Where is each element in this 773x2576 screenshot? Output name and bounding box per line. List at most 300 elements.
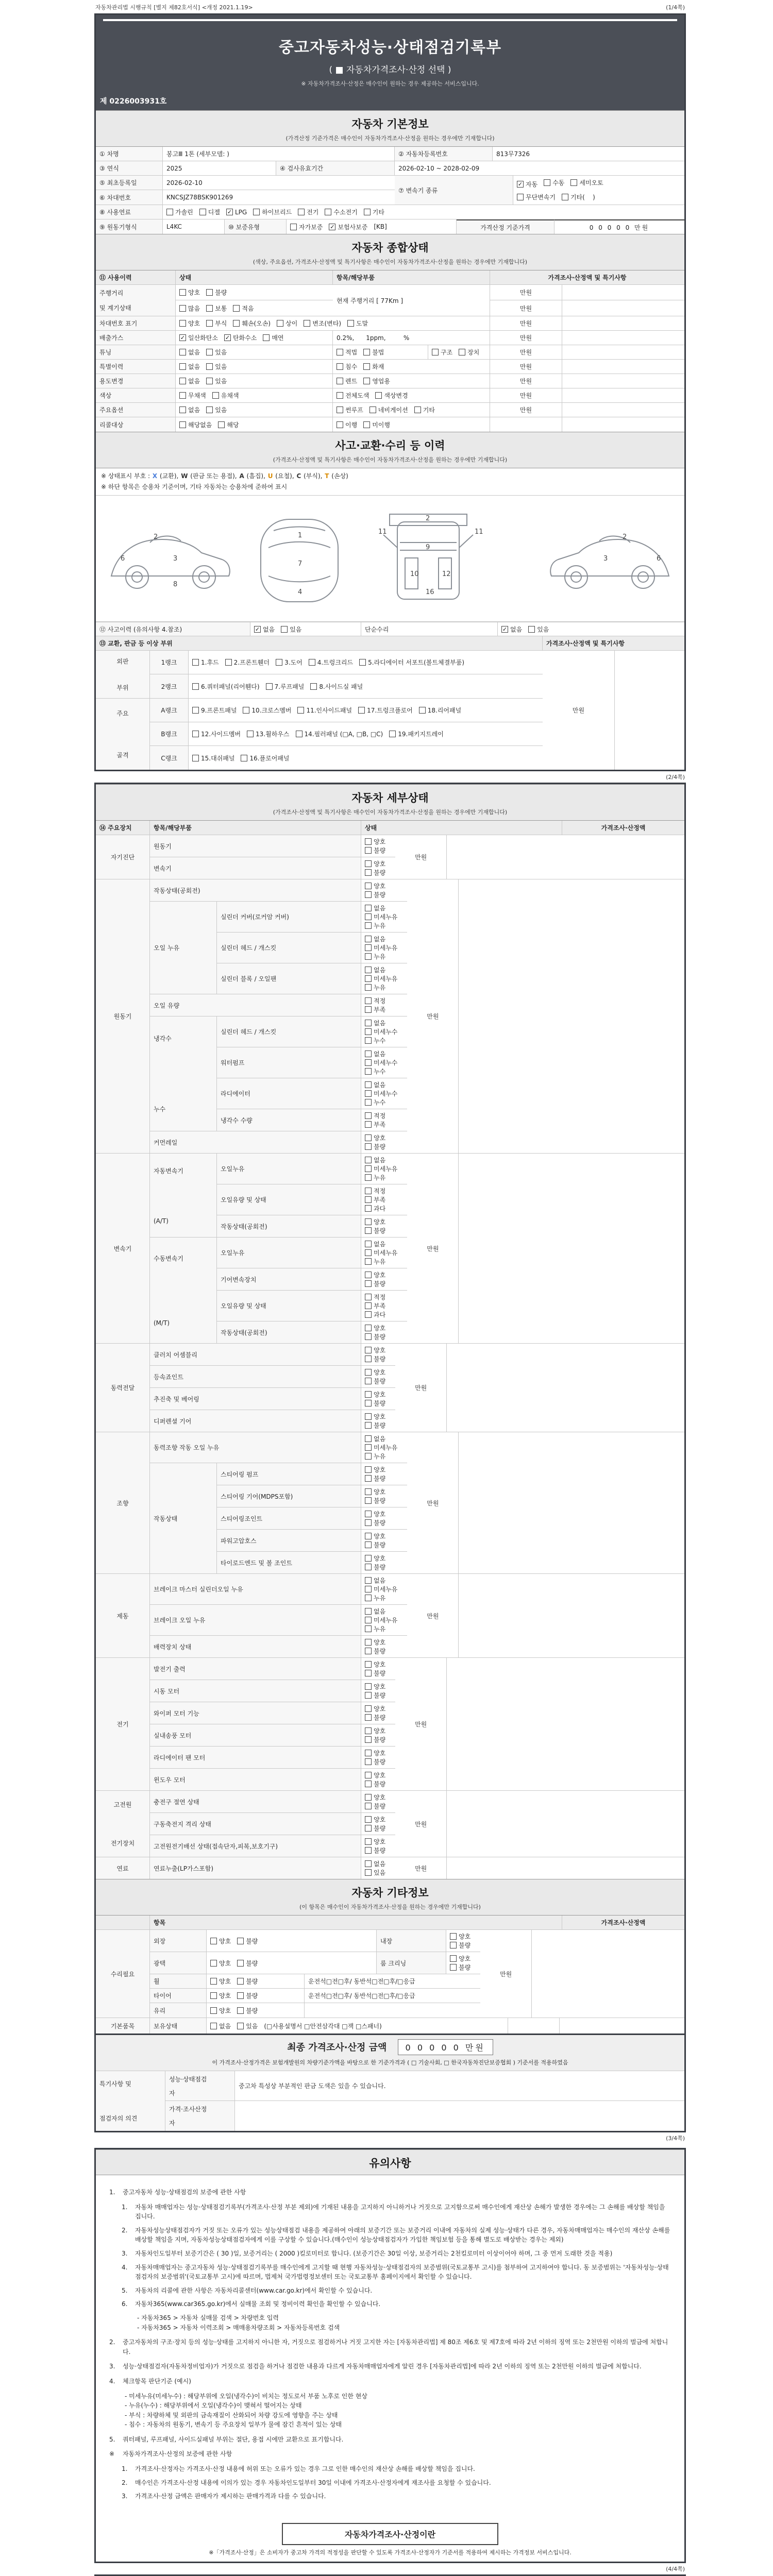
repair-타이어-checkbox-불량[interactable] [237, 1992, 244, 1999]
detail-실린더 블록 / 오일팬-checkbox-누유[interactable] [365, 984, 372, 991]
detail-시동 모터-checkbox-불량[interactable] [365, 1692, 372, 1699]
detail-오일누유-checkbox-없음[interactable] [365, 1157, 372, 1163]
detail-라디에이터-checkbox-없음[interactable] [365, 1081, 372, 1088]
frame-panel-checkbox-11.인사이드패널[interactable] [297, 707, 304, 714]
detail-클러치 어셈블리-label: 불량 [374, 1355, 386, 1363]
detail-오일유량 및 상태-checkbox-부족[interactable] [365, 1196, 372, 1203]
legend-desc-A: (흠집), [244, 472, 267, 480]
detail-group-label-4-text: 조향 [116, 1499, 129, 1507]
detail-실린더 블록 / 오일팬-label: 없음 [374, 967, 386, 974]
fuel-checkbox-LPG[interactable] [226, 209, 233, 215]
frame-panel-checkbox-19.패키지트레이[interactable] [389, 731, 396, 737]
detail-스티어링 펌프-checkbox-양호[interactable] [365, 1466, 372, 1473]
detail-구동축전지 격리 상태-label: 양호 [374, 1816, 386, 1823]
detail-스티어링조인트-checkbox-불량[interactable] [365, 1519, 372, 1526]
detail-충전구 절연 상태-checkbox-불량[interactable] [365, 1803, 372, 1809]
overall-item-색상-checkbox-색상변경[interactable] [375, 392, 382, 399]
exterior-panel-checkbox-6.쿼터패널(리어휀다)[interactable] [192, 683, 199, 690]
detail-실린더 헤드 / 개스킷-option [365, 1019, 385, 1027]
detail-group-label-8 [96, 1857, 150, 1879]
repair-휠-checkbox-불량[interactable] [237, 1978, 244, 1985]
detail-작동상태(공회전)-checkbox-양호[interactable] [365, 883, 372, 889]
detail-스티어링조인트-option [365, 1518, 385, 1527]
fuel-checkbox-가솔린[interactable] [166, 209, 173, 215]
overall-색상-checkbox-무채색[interactable] [179, 392, 186, 399]
mileage-state2-checkbox-적음[interactable] [233, 305, 240, 312]
overall-item-주요옵션-checkbox-네비게이션[interactable] [369, 406, 376, 413]
detail-배력장치 상태-checkbox-불량[interactable] [365, 1648, 372, 1654]
frame-panel-checkbox-14.필러패널 (□A, □B, □C)[interactable] [296, 731, 303, 737]
detail-실린더 헤드 / 개스킷-checkbox-미세누수[interactable] [365, 1028, 372, 1035]
detail-기어변속장치-checkbox-양호[interactable] [365, 1272, 372, 1278]
detail-원동기-option [365, 837, 385, 846]
detail-구동축전지 격리 상태-checkbox-양호[interactable] [365, 1816, 372, 1823]
detail-원동기-checkbox-불량[interactable] [365, 847, 372, 854]
detail-구동축전지 격리 상태-checkbox-불량[interactable] [365, 1825, 372, 1832]
overall-주요옵션-checkbox-있음[interactable] [206, 406, 213, 413]
overall-차대번호 표기-checkbox-훼손(오손)[interactable] [233, 320, 240, 327]
detail-동력조향 작동 오일 누유-checkbox-누유[interactable] [365, 1453, 372, 1460]
overall-note-4 [562, 374, 684, 388]
detail-오일누유-checkbox-미세누유[interactable] [365, 1165, 372, 1172]
detail-스티어링 기어(MDPS포함)-checkbox-불량[interactable] [365, 1497, 372, 1504]
repair-외장-checkbox-불량[interactable] [237, 1938, 244, 1944]
accident-history-option [254, 625, 275, 634]
accident-history-checkbox-있음[interactable] [281, 626, 288, 633]
transmission-checkbox-수동[interactable] [544, 179, 550, 186]
detail-라디에이터 팬 모터-checkbox-불량[interactable] [365, 1758, 372, 1765]
detail-추진축 및 베어링-checkbox-양호[interactable] [365, 1391, 372, 1398]
detail-파워고압호스-checkbox-불량[interactable] [365, 1541, 372, 1548]
detail-충전구 절연 상태-checkbox-양호[interactable] [365, 1794, 372, 1801]
detail-워터펌프-checkbox-누수[interactable] [365, 1068, 372, 1075]
panel-header-row [96, 636, 684, 651]
detail-윈도우 모터-checkbox-불량[interactable] [365, 1781, 372, 1787]
overall-item2-튜닝-checkbox-구조[interactable] [432, 349, 439, 355]
basic-items-checkbox-있음[interactable] [237, 2023, 244, 2029]
fuel-options [163, 205, 684, 219]
mileage-state1-checkbox-불량[interactable] [206, 289, 213, 296]
detail-배력장치 상태-checkbox-양호[interactable] [365, 1639, 372, 1646]
detail-실린더 헤드 / 개스킷-checkbox-없음[interactable] [365, 936, 372, 942]
frame-panel-checkbox-18.리어패널[interactable] [419, 707, 426, 714]
detail-row [217, 1109, 407, 1131]
frame-panel-checkbox-13.휠하우스[interactable] [247, 731, 254, 737]
detail-오일유량 및 상태-checkbox-적정[interactable] [365, 1188, 372, 1194]
detail-오일 유량-checkbox-부족[interactable] [365, 1006, 372, 1013]
exterior-group-label-text: 외판 [116, 658, 129, 666]
overall-차대번호 표기-checkbox-상이[interactable] [277, 320, 283, 327]
inspect-label-text: ④ 검사유효기간 [280, 165, 324, 172]
detail-오일누유-checkbox-누유[interactable] [365, 1174, 372, 1181]
detail-오일유량 및 상태-checkbox-과다[interactable] [365, 1205, 372, 1212]
detail-라디에이터-option [365, 1089, 397, 1098]
fuel-checkbox-수소전기[interactable] [325, 209, 331, 215]
detail-원동기-label: 양호 [374, 838, 386, 845]
exterior-panel-checkbox-8.사이드실 패널[interactable] [310, 683, 317, 690]
car-name-label [96, 147, 163, 161]
detail-브레이크 오일 누유-checkbox-미세누유[interactable] [365, 1617, 372, 1623]
detail-고전원전기배선 상태(접속단자,피복,보호기구)-checkbox-불량[interactable] [365, 1847, 372, 1854]
detail-추진축 및 베어링-checkbox-불량[interactable] [365, 1400, 372, 1406]
notice-sub-num: 1. [122, 2465, 128, 2473]
detail-오일누유-checkbox-누유[interactable] [365, 1258, 372, 1265]
detail-오일누유-checkbox-미세누유[interactable] [365, 1249, 372, 1256]
final-price-note: 이 가격조사·산정가격은 보험개발원의 차량기준가액을 바탕으로 한 기준가격과 ( □ 기술사회, □ 한국자동차진단보증협회 ) 기준서를 적용하였음 [212, 2059, 568, 2066]
notice-sub-num: 3. [122, 2249, 128, 2257]
panel-left-col [96, 651, 543, 770]
detail-라디에이터-checkbox-미세누수[interactable] [365, 1090, 372, 1097]
transmission-checkbox-기타( )[interactable] [562, 194, 568, 200]
detail-냉각수 수량-checkbox-적정[interactable] [365, 1112, 372, 1119]
detail-오일유량 및 상태-option [365, 1301, 385, 1310]
detail-row [217, 1238, 407, 1268]
detail-실린더 커버(로커암 커버)-checkbox-누유[interactable] [365, 922, 372, 929]
detail-라디에이터-option [365, 1098, 385, 1107]
overall-차대번호 표기-checkbox-부식[interactable] [206, 320, 213, 327]
panel-note [615, 651, 684, 770]
fuel-checkbox-디젤[interactable] [199, 209, 206, 215]
fuel-checkbox-하이브리드[interactable] [253, 209, 260, 215]
overall-item-튜닝-checkbox-적법[interactable] [337, 349, 343, 355]
detail-연료누출(LP가스포함)-checkbox-있음[interactable] [365, 1869, 372, 1876]
repair-휠-option [237, 1977, 258, 1986]
frame-panel-checkbox-16.플로어패널[interactable] [241, 755, 247, 761]
notice-item-5-num: ※ [109, 2450, 115, 2458]
detail-냉각수 수량-option [365, 1111, 385, 1120]
detail-라디에이터-option [365, 1080, 385, 1089]
overall-차대번호 표기-checkbox-도말[interactable] [347, 320, 354, 327]
detail-변속기-checkbox-양호[interactable] [365, 860, 372, 867]
repair-유리-option [237, 2006, 258, 2015]
warranty-checkbox-보험사보증[interactable] [329, 224, 335, 230]
detail-디퍼렌셜 기어-checkbox-불량[interactable] [365, 1422, 372, 1429]
overall-item-4 [333, 374, 490, 388]
detail-group-label-5 [96, 1574, 150, 1657]
detail-item-state [361, 1791, 395, 1812]
overall-주요옵션-checkbox-없음[interactable] [179, 406, 186, 413]
detail-브레이크 마스터 실린더오일 누유-label: 누유 [374, 1595, 386, 1602]
overall-item-주요옵션-checkbox-기타[interactable] [414, 406, 421, 413]
overall-price-1 [490, 331, 562, 345]
overall-리콜대상-checkbox-해당[interactable] [218, 421, 225, 428]
overall-item-리콜대상-checkbox-미이행[interactable] [363, 421, 370, 428]
repair-label-룸 크리닝 [377, 1952, 446, 1974]
exterior-panel-item [276, 658, 303, 667]
overall-색상-checkbox-유채색[interactable] [212, 392, 219, 399]
detail-스티어링조인트-checkbox-양호[interactable] [365, 1511, 372, 1517]
simple-repair-checkbox-있음[interactable] [528, 626, 535, 633]
repair-외장-checkbox-양호[interactable] [210, 1938, 217, 1944]
mileage-state1-checkbox-양호[interactable] [179, 289, 186, 296]
detail-작동상태(공회전)-option [365, 882, 385, 890]
exterior-panel-checkbox-2.프론트휀더[interactable] [225, 659, 232, 666]
detail-작동상태(공회전)-checkbox-양호[interactable] [365, 1218, 372, 1225]
detail-기어변속장치-checkbox-불량[interactable] [365, 1280, 372, 1287]
detail-sub-rows [217, 1238, 407, 1343]
repair-내장-checkbox-불량[interactable] [450, 1942, 457, 1948]
transmission-checkbox-무단변속기[interactable] [517, 194, 524, 200]
notice-sub-0-1 [122, 2226, 671, 2245]
detail-시동 모터-checkbox-양호[interactable] [365, 1683, 372, 1690]
detail-item-state [361, 1636, 407, 1657]
overall-header-row [96, 270, 684, 285]
detail-실린더 헤드 / 개스킷-checkbox-없음[interactable] [365, 1020, 372, 1026]
detail-타이로드엔드 및 볼 조인트-checkbox-불량[interactable] [365, 1564, 372, 1570]
detail-item-label-text: 스티어링 펌프 [221, 1470, 259, 1478]
detail-오일유량 및 상태-option [365, 1310, 385, 1319]
final-price-band [96, 2033, 684, 2071]
overall-item-튜닝-checkbox-불법[interactable] [363, 349, 370, 355]
transmission-checkbox-세미오토[interactable] [570, 179, 577, 186]
overall-배출가스-checkbox-일산화탄소[interactable] [179, 334, 186, 341]
detail-워터펌프-checkbox-미세누수[interactable] [365, 1059, 372, 1066]
overall-리콜대상-checkbox-해당없음[interactable] [179, 421, 186, 428]
detail-오일 유량-checkbox-적정[interactable] [365, 997, 372, 1004]
detail-item-label-text: 추진축 및 베어링 [154, 1395, 199, 1403]
repair-휠-checkbox-양호[interactable] [210, 1978, 217, 1985]
detail-등속죠인트-checkbox-불량[interactable] [365, 1378, 372, 1384]
detail-냉각수 수량-checkbox-부족[interactable] [365, 1121, 372, 1128]
repair-광택-checkbox-양호[interactable] [210, 1960, 217, 1967]
detail-디퍼렌셜 기어-checkbox-양호[interactable] [365, 1413, 372, 1420]
repair-룸 크리닝-checkbox-양호[interactable] [450, 1955, 457, 1962]
svg-text:16: 16 [426, 588, 434, 596]
basic-items-checkbox-없음[interactable] [210, 2023, 217, 2029]
detail-충전구 절연 상태-option [365, 1793, 385, 1802]
detail-라디에이터-checkbox-누수[interactable] [365, 1099, 372, 1106]
fuel-checkbox-기타[interactable] [364, 209, 371, 215]
exterior-panel-label: 7.루프패널 [274, 683, 305, 690]
detail-동력조향 작동 오일 누유-checkbox-미세누유[interactable] [365, 1444, 372, 1451]
detail-item-state [361, 994, 407, 1016]
detail-발전기 출력-option [365, 1660, 385, 1669]
detail-연료누출(LP가스포함)-checkbox-없음[interactable] [365, 1860, 372, 1867]
detail-파워고압호스-checkbox-양호[interactable] [365, 1533, 372, 1539]
detail-작동상태(공회전)-checkbox-불량[interactable] [365, 891, 372, 898]
basic-row-34 [96, 176, 684, 205]
frame-panel-checkbox-12.사이드멤버[interactable] [192, 731, 199, 737]
detail-커먼레일-checkbox-양호[interactable] [365, 1134, 372, 1141]
repair-group-label [96, 1930, 150, 2018]
detail-실내송풍 모터-checkbox-양호[interactable] [365, 1727, 372, 1734]
overall-item-리콜대상-checkbox-이행[interactable] [337, 421, 343, 428]
overall-item-주요옵션-checkbox-썬루프[interactable] [337, 406, 343, 413]
overall-item-용도변경-checkbox-영업용[interactable] [363, 378, 370, 384]
detail-타이로드엔드 및 볼 조인트-checkbox-양호[interactable] [365, 1555, 372, 1562]
detail-발전기 출력-checkbox-불량[interactable] [365, 1670, 372, 1676]
detail-브레이크 마스터 실린더오일 누유-checkbox-없음[interactable] [365, 1577, 372, 1584]
fuel-label: LPG [234, 208, 247, 216]
detail-group-label-3 [96, 1344, 150, 1432]
overall-item-3 [333, 360, 490, 374]
mileage-state2-checkbox-많음[interactable] [179, 305, 186, 312]
detail-작동상태(공회전)-checkbox-불량[interactable] [365, 1227, 372, 1234]
detail-실린더 커버(로커암 커버)-checkbox-미세누유[interactable] [365, 913, 372, 920]
fuel-checkbox-전기[interactable] [298, 209, 305, 215]
repair-유리-checkbox-불량[interactable] [237, 2007, 244, 2014]
frame-panel-item [296, 730, 383, 738]
detail-오일 유량-label: 적정 [374, 997, 386, 1005]
repair-광택-checkbox-불량[interactable] [237, 1960, 244, 1967]
frame-panel-label: 16.플로어패널 [249, 754, 290, 762]
exterior-rank-label [150, 651, 189, 674]
mileage-state-2 [176, 300, 333, 316]
notice-head [96, 2149, 684, 2175]
repair-룸 크리닝-checkbox-불량[interactable] [450, 1964, 457, 1971]
overall-item2-튜닝-checkbox-장치[interactable] [459, 349, 465, 355]
detail-등속죠인트-checkbox-양호[interactable] [365, 1369, 372, 1376]
repair-내장-checkbox-양호[interactable] [450, 1933, 457, 1940]
overall-튜닝-checkbox-있음[interactable] [206, 349, 213, 355]
overall-item-용도변경-checkbox-렌트[interactable] [337, 378, 343, 384]
overall-용도변경-checkbox-없음[interactable] [179, 378, 186, 384]
overall-item-리콜대상-label: 이행 [345, 421, 358, 429]
overall-차대번호 표기-checkbox-양호[interactable] [179, 320, 186, 327]
detail-시동 모터-label: 불량 [374, 1692, 386, 1699]
detail-타이로드엔드 및 볼 조인트-option [365, 1554, 385, 1563]
detail-작동상태(공회전)-checkbox-양호[interactable] [365, 1325, 372, 1331]
detail-group-자기진단 [96, 835, 684, 879]
overall-튜닝-checkbox-없음[interactable] [179, 349, 186, 355]
detail-group-label-7 [96, 1791, 150, 1857]
detail-실린더 커버(로커암 커버)-checkbox-없음[interactable] [365, 905, 372, 911]
exterior-panel-checkbox-1.후드[interactable] [192, 659, 199, 666]
overall-특별이력-checkbox-있음[interactable] [206, 363, 213, 370]
opinion-text-1 [235, 2101, 684, 2131]
overall-header-item [333, 270, 490, 284]
accident-history-checkbox-없음[interactable] [254, 626, 261, 633]
exterior-panel-checkbox-5.라디에이터 서포트(볼트체결부품)[interactable] [359, 659, 366, 666]
overall-차대번호 표기-checkbox-변조(변타)[interactable] [304, 320, 310, 327]
overall-item-특별이력-checkbox-침수[interactable] [337, 363, 343, 370]
repair-광택-label: 양호 [219, 1959, 231, 1967]
detail-워터펌프-checkbox-없음[interactable] [365, 1050, 372, 1057]
detail-item-label-text: 등속죠인트 [154, 1373, 183, 1381]
detail-브레이크 오일 누유-checkbox-누유[interactable] [365, 1625, 372, 1632]
detail-와이퍼 모터 기능-option [365, 1713, 385, 1722]
detail-item-label-text: 연료누출(LP가스포함) [154, 1865, 214, 1872]
repair-유리-option [210, 2006, 231, 2015]
detail-고전원전기배선 상태(접속단자,피복,보호기구)-checkbox-양호[interactable] [365, 1838, 372, 1845]
detail-오일누유-checkbox-없음[interactable] [365, 1241, 372, 1247]
detail-클러치 어셈블리-checkbox-양호[interactable] [365, 1347, 372, 1353]
overall-특별이력-label: 있음 [215, 363, 227, 370]
detail-발전기 출력-checkbox-양호[interactable] [365, 1661, 372, 1668]
frame-panel-item [358, 706, 413, 715]
exterior-panel-checkbox-7.루프패널[interactable] [266, 683, 273, 690]
detail-스티어링 펌프-checkbox-불량[interactable] [365, 1475, 372, 1482]
detail-브레이크 마스터 실린더오일 누유-checkbox-미세누유[interactable] [365, 1586, 372, 1592]
frame-panel-label: 11.인사이드패널 [306, 707, 352, 714]
detail-클러치 어셈블리-option [365, 1346, 385, 1354]
detail-오일유량 및 상태-checkbox-부족[interactable] [365, 1302, 372, 1309]
exterior-panel-checkbox-3.도어[interactable] [276, 659, 282, 666]
overall-item-특별이력-checkbox-화재[interactable] [363, 363, 370, 370]
detail-실린더 헤드 / 개스킷-checkbox-미세누유[interactable] [365, 944, 372, 951]
detail-header-price [562, 821, 684, 835]
transmission-label: 세미오토 [579, 179, 603, 187]
simple-repair-checkbox-없음[interactable] [501, 626, 508, 633]
document-title: 중고자동차성능·상태점검기록부 [278, 39, 502, 57]
detail-브레이크 마스터 실린더오일 누유-checkbox-누유[interactable] [365, 1595, 372, 1601]
svg-text:4: 4 [298, 588, 303, 596]
detail-와이퍼 모터 기능-checkbox-불량[interactable] [365, 1714, 372, 1721]
detail-클러치 어셈블리-option [365, 1354, 385, 1363]
repair-타이어-checkbox-양호[interactable] [210, 1992, 217, 1999]
detail-클러치 어셈블리-checkbox-불량[interactable] [365, 1355, 372, 1362]
overall-item2-튜닝-option [459, 348, 479, 357]
overall-item-색상-checkbox-전체도색[interactable] [337, 392, 343, 399]
detail-라디에이터 팬 모터-checkbox-양호[interactable] [365, 1750, 372, 1756]
detail-윈도우 모터-checkbox-양호[interactable] [365, 1772, 372, 1778]
overall-특별이력-checkbox-없음[interactable] [179, 363, 186, 370]
detail-와이퍼 모터 기능-checkbox-양호[interactable] [365, 1705, 372, 1712]
overall-배출가스-checkbox-매연[interactable] [263, 334, 270, 341]
overall-리콜대상-option [218, 420, 239, 429]
mileage-state2-checkbox-보통[interactable] [206, 305, 213, 312]
detail-실린더 헤드 / 개스킷-checkbox-누유[interactable] [365, 953, 372, 960]
detail-브레이크 오일 누유-checkbox-없음[interactable] [365, 1608, 372, 1615]
frame-panel-checkbox-10.크로스멤버[interactable] [243, 707, 249, 714]
overall-item-특별이력-option [337, 362, 357, 371]
exterior-panel-checkbox-4.트렁크리드[interactable] [309, 659, 315, 666]
detail-원동기-checkbox-양호[interactable] [365, 838, 372, 845]
detail-동력조향 작동 오일 누유-checkbox-없음[interactable] [365, 1435, 372, 1442]
frame-panel-checkbox-15.대쉬패널[interactable] [192, 755, 199, 761]
overall-차대번호 표기-option [347, 319, 368, 328]
overall-label-6-text: 주요옵션 [99, 406, 124, 414]
frame-panel-checkbox-17.트렁크플로어[interactable] [358, 707, 365, 714]
frame-panel-checkbox-9.프론트패널[interactable] [192, 707, 199, 714]
overall-배출가스-checkbox-탄화수소[interactable] [224, 334, 231, 341]
detail-커먼레일-checkbox-불량[interactable] [365, 1143, 372, 1150]
warranty-checkbox-자가보증[interactable] [290, 224, 297, 230]
panel-price-text: 만원 [572, 707, 585, 714]
detail-스티어링 기어(MDPS포함)-checkbox-양호[interactable] [365, 1488, 372, 1495]
detail-브레이크 오일 누유-label: 누유 [374, 1625, 386, 1633]
detail-실린더 헤드 / 개스킷-option [365, 935, 385, 943]
repair-유리-checkbox-양호[interactable] [210, 2007, 217, 2014]
legend-symbol-U: U [267, 472, 273, 480]
notice-sub-0-4 [122, 2286, 671, 2296]
detail-row [150, 1131, 407, 1153]
detail-등속죠인트-option [365, 1368, 385, 1377]
car-side-left-outline [111, 539, 230, 576]
document-subtitle: ( ■ 자동차가격조사·산정 선택 ) [329, 65, 451, 75]
frame-group-label [96, 699, 150, 770]
detail-group-price-5 [407, 1574, 459, 1657]
exterior-panel-label: 8.사이드실 패널 [319, 683, 363, 690]
overall-item-특별이력-label: 화재 [372, 363, 384, 370]
detail-실린더 블록 / 오일팬-checkbox-없음[interactable] [365, 967, 372, 973]
repair-휠-label: 불량 [246, 1978, 258, 1985]
detail-실린더 헤드 / 개스킷-checkbox-누수[interactable] [365, 1037, 372, 1044]
detail-오일유량 및 상태-checkbox-적정[interactable] [365, 1294, 372, 1300]
detail-실린더 블록 / 오일팬-checkbox-미세누유[interactable] [365, 975, 372, 982]
detail-변속기-checkbox-불량[interactable] [365, 869, 372, 876]
detail-라디에이터-label: 누수 [374, 1099, 386, 1106]
overall-용도변경-label: 없음 [188, 378, 200, 385]
detail-오일유량 및 상태-checkbox-과다[interactable] [365, 1311, 372, 1318]
overall-주요옵션-label: 있음 [215, 406, 227, 414]
detail-작동상태(공회전)-checkbox-불량[interactable] [365, 1333, 372, 1340]
notice-item-1 [109, 2337, 671, 2357]
transmission-checkbox-자동[interactable] [517, 181, 524, 188]
overall-용도변경-checkbox-있음[interactable] [206, 378, 213, 384]
detail-실내송풍 모터-checkbox-불량[interactable] [365, 1736, 372, 1743]
car-name-label-text: ① 차명 [99, 150, 119, 158]
